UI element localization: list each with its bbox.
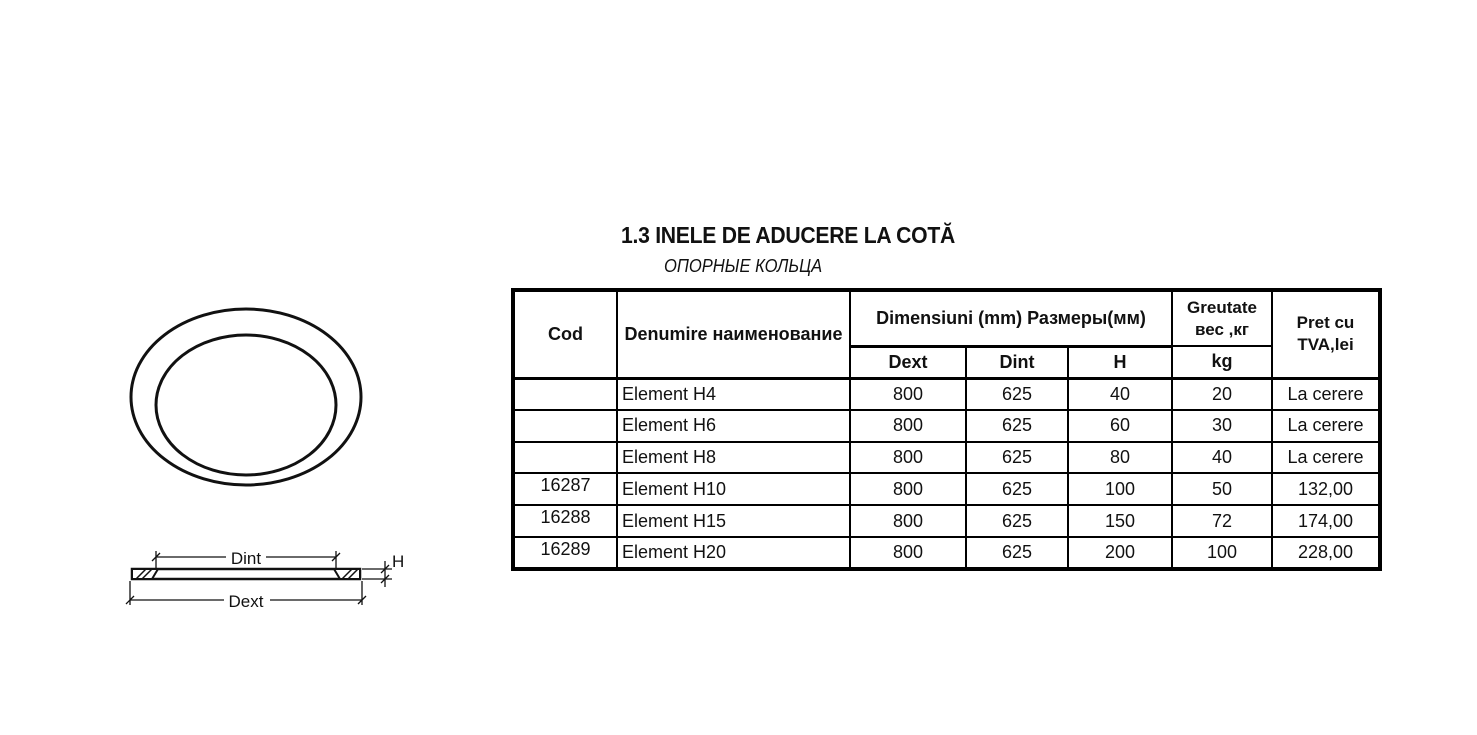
header-dint: Dint (966, 346, 1068, 378)
cell-denumire: Element H10 (617, 473, 850, 505)
cell-kg: 40 (1172, 442, 1272, 474)
header-kg: kg (1172, 346, 1272, 378)
table-row (513, 378, 1380, 410)
table-row (513, 473, 1380, 505)
cell-pret: 174,00 (1272, 505, 1380, 537)
cell-dext: 800 (850, 378, 966, 410)
header-denumire: Denumire наименование (617, 290, 850, 378)
cell-cod (513, 378, 617, 410)
h-label: H (392, 552, 405, 571)
header-cod: Cod (513, 290, 617, 378)
cell-cod: 16288 (513, 505, 617, 537)
cell-denumire: Element H15 (617, 505, 850, 537)
cell-dext: 800 (850, 442, 966, 474)
table-header-row (513, 290, 1380, 346)
ring-drawing (110, 295, 420, 615)
cell-kg: 72 (1172, 505, 1272, 537)
dint-label: Dint (230, 549, 262, 568)
header-dext: Dext (850, 346, 966, 378)
table-row (513, 537, 1380, 569)
cell-pret: 132,00 (1272, 473, 1380, 505)
cell-h: 60 (1068, 410, 1172, 442)
cell-h: 80 (1068, 442, 1172, 474)
ring-section (132, 569, 360, 579)
cell-pret: La cerere (1272, 410, 1380, 442)
cell-cod: 16287 (513, 473, 617, 505)
cell-denumire: Element H20 (617, 537, 850, 569)
cell-dext: 800 (850, 537, 966, 569)
cell-denumire: Element H6 (617, 410, 850, 442)
cell-kg: 100 (1172, 537, 1272, 569)
section-subtitle: ОПОРНЫЕ КОЛЬЦА (664, 256, 823, 276)
table-row (513, 442, 1380, 474)
cell-dint: 625 (966, 442, 1068, 474)
cell-denumire: Element H4 (617, 378, 850, 410)
header-pret: Pret cu TVA,lei (1272, 290, 1380, 378)
cell-cod (513, 442, 617, 474)
cell-cod (513, 410, 617, 442)
cell-pret: 228,00 (1272, 537, 1380, 569)
cell-kg: 50 (1172, 473, 1272, 505)
section-title: 1.3 INELE DE ADUCERE LA COTĂ (621, 222, 956, 248)
cell-h: 200 (1068, 537, 1172, 569)
cell-h: 100 (1068, 473, 1172, 505)
cell-cod: 16289 (513, 537, 617, 569)
cell-kg: 30 (1172, 410, 1272, 442)
cell-h: 40 (1068, 378, 1172, 410)
cell-denumire: Element H8 (617, 442, 850, 474)
cell-h: 150 (1068, 505, 1172, 537)
cell-dint: 625 (966, 505, 1068, 537)
h-dimension (362, 561, 392, 587)
cell-dint: 625 (966, 378, 1068, 410)
cell-pret: La cerere (1272, 378, 1380, 410)
cell-dint: 625 (966, 537, 1068, 569)
cell-dext: 800 (850, 505, 966, 537)
header-greutate: Greutate вес ,кг (1172, 290, 1272, 346)
header-h: H (1068, 346, 1172, 378)
ring-inner-edge (156, 335, 336, 475)
cell-dint: 625 (966, 410, 1068, 442)
cell-kg: 20 (1172, 378, 1272, 410)
table-row (513, 505, 1380, 537)
cell-pret: La cerere (1272, 442, 1380, 474)
cell-dext: 800 (850, 410, 966, 442)
table-row (513, 410, 1380, 442)
cell-dext: 800 (850, 473, 966, 505)
cell-dint: 625 (966, 473, 1068, 505)
dext-label: Dext (228, 592, 264, 611)
header-dimensiuni: Dimensiuni (mm) Размеры(мм) (850, 290, 1172, 346)
specifications-table (511, 288, 1382, 571)
